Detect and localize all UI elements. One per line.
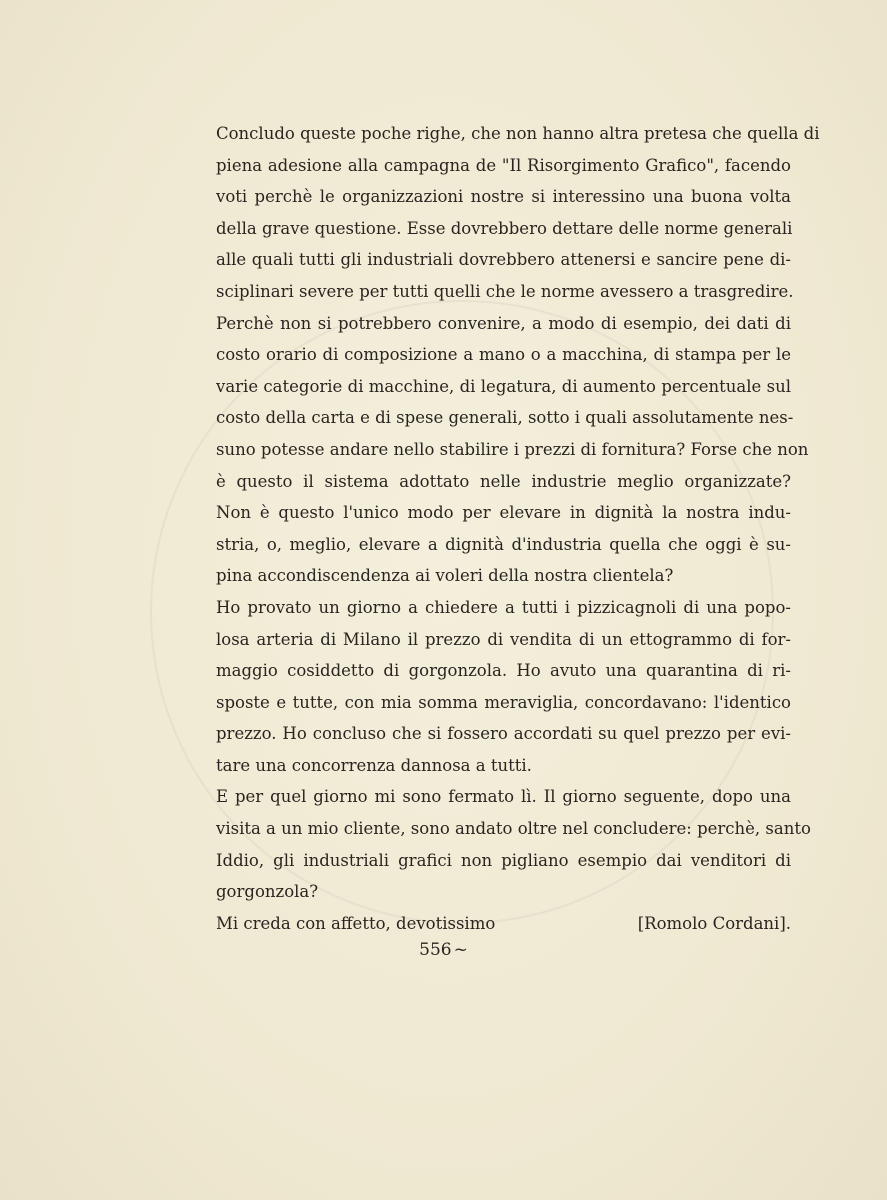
text-line: E per quel giorno mi sono fermato lì. Il giorno seguente, dopo una [216, 787, 791, 807]
text-line: costo della carta e di spese generali, sotto i quali assolutamente nes- [216, 408, 794, 428]
page-number-value: 556 [419, 940, 452, 960]
text-line: prezzo. Ho concluso che si fossero accordati su quel prezzo per evi- [216, 724, 791, 744]
page-number [0, 940, 887, 960]
flourish-ornament: ~ [453, 940, 468, 960]
text-line: Concludo queste poche righe, che non hanno altra pretesa che quella di [216, 124, 820, 143]
paragraph-1 [216, 118, 820, 592]
paragraph-3 [216, 781, 811, 907]
text-line: Non è questo l'unico modo per elevare in dignità la nostra indu- [216, 503, 791, 523]
text-line: sposte e tutte, con mia somma meraviglia, concordavano: l'identico [216, 692, 791, 712]
text-line: Iddio, gli industriali grafici non pigliano esempio dai venditori di [216, 850, 791, 870]
text-line: Perchè non si potrebbero convenire, a modo di esempio, dei dati di [216, 313, 791, 333]
text-line: Ho provato un giorno a chiedere a tutti i pizzicagnoli di una popo- [216, 597, 791, 617]
text-line: voti perchè le organizzazioni nostre si interessino una buona volta [216, 187, 791, 207]
text-line: tare una concorrenza dannosa a tutti. [216, 755, 532, 775]
text-line: della grave questione. Esse dovrebbero dettare delle norme generali [216, 218, 793, 238]
text-line: sciplinari severe per tutti quelli che le norme avessero a trasgredire. [216, 281, 794, 301]
paragraph-2 [216, 592, 791, 782]
text-line: alle quali tutti gli industriali dovrebbero attenersi e sancire pene di- [216, 250, 791, 270]
signature: [Romolo Cordani]. [637, 913, 791, 933]
text-line: gorgonzola? [216, 882, 319, 902]
salutation: Mi creda con affetto, devotissimo [216, 913, 496, 933]
text-line: varie categorie di macchine, di legatura, di aumento percentuale sul [216, 376, 791, 396]
text-line: suno potesse andare nello stabilire i prezzi di fornitura? Forse che non [216, 439, 809, 459]
text-line: piena adesione alla campagna de "Il Risorgimento Grafico", facendo [216, 155, 791, 175]
text-line: pina accondiscendenza ai voleri della nostra clientela? [216, 566, 674, 586]
text-line: stria, o, meglio, elevare a dignità d'industria quella che oggi è su- [216, 534, 791, 554]
closing [216, 908, 791, 940]
text-line: losa arteria di Milano il prezzo di vendita di un ettogrammo di for- [216, 629, 791, 649]
text-line: maggio cosiddetto di gorgonzola. Ho avuto una quarantina di ri- [216, 661, 791, 681]
text-line: visita a un mio cliente, sono andato oltre nel concludere: perchè, santo [216, 819, 811, 839]
text-line: costo orario di composizione a mano o a macchina, di stampa per le [216, 345, 791, 365]
body-text [216, 118, 820, 939]
text-line: è questo il sistema adottato nelle industrie meglio organizzate? [216, 471, 791, 491]
